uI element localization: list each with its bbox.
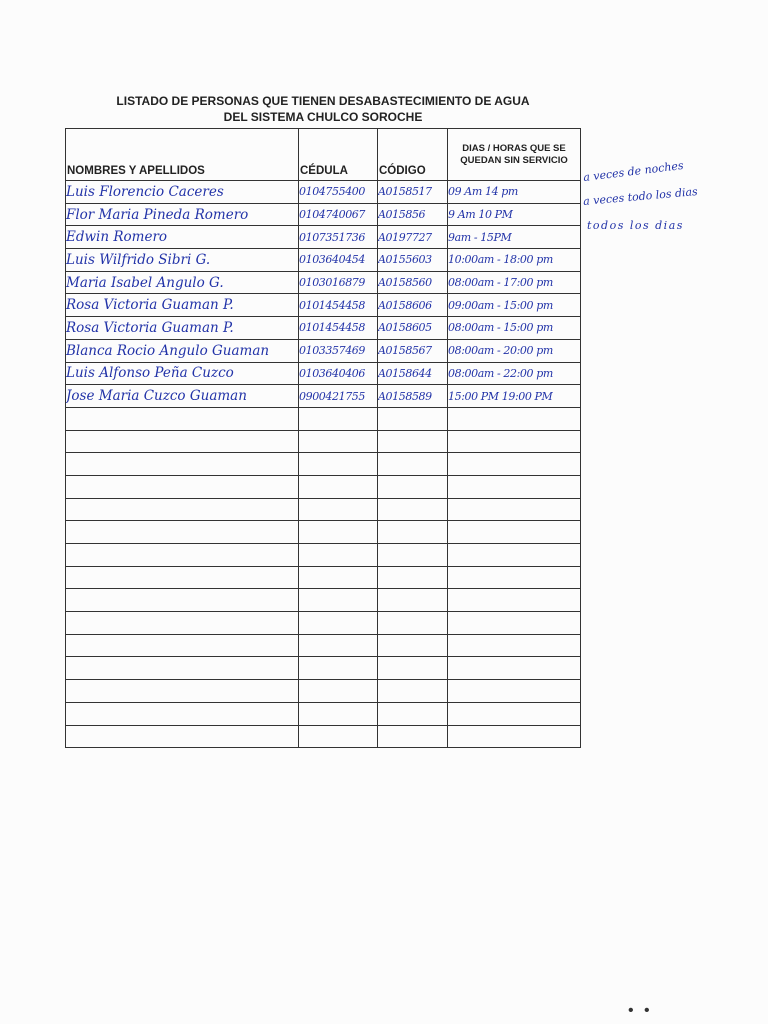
empty-cell [66,566,299,589]
cell-hours: 10:00am - 18:00 pm [448,249,581,272]
cell-name: Flor Maria Pineda Romero [66,203,299,226]
cell-hours: 09 Am 14 pm [448,181,581,204]
cell-id: 0103640454 [299,249,378,272]
cell-id: 0103357469 [299,339,378,362]
empty-cell [66,725,299,748]
empty-cell [299,589,378,612]
empty-row [66,498,581,521]
cell-hours: 15:00 PM 19:00 PM [448,385,581,408]
empty-cell [448,544,581,567]
cell-name: Jose Maria Cuzco Guaman [66,385,299,408]
empty-cell [299,407,378,430]
cell-code: A0158644 [378,362,448,385]
cell-name: Rosa Victoria Guaman P. [66,294,299,317]
empty-cell [448,498,581,521]
empty-cell [66,498,299,521]
empty-row [66,680,581,703]
empty-cell [299,544,378,567]
empty-cell [448,634,581,657]
empty-cell [448,702,581,725]
cell-id: 0107351736 [299,226,378,249]
side-note-1: a veces de noches [582,158,685,185]
empty-cell [378,680,448,703]
table-row [66,362,581,385]
empty-cell [66,407,299,430]
empty-row [66,566,581,589]
empty-cell [378,521,448,544]
empty-cell [66,657,299,680]
empty-cell [299,612,378,635]
empty-cell [299,453,378,476]
cell-id: 0104740067 [299,203,378,226]
empty-cell [378,634,448,657]
empty-cell [378,475,448,498]
cell-code: A0158517 [378,181,448,204]
header-hours [448,129,581,181]
cell-id: 0103640406 [299,362,378,385]
header-hours-line-2: QUEDAN SIN SERVICIO [460,154,568,166]
empty-cell [378,544,448,567]
empty-row [66,453,581,476]
empty-cell [378,430,448,453]
empty-row [66,475,581,498]
cell-code: A015856 [378,203,448,226]
empty-row [66,657,581,680]
empty-cell [66,680,299,703]
table-row [66,249,581,272]
title-line-1: LISTADO DE PERSONAS QUE TIENEN DESABASTECIMIENTO DE AGUA [116,94,530,108]
empty-cell [378,498,448,521]
cell-code: A0158589 [378,385,448,408]
empty-cell [378,702,448,725]
table-row [66,339,581,362]
empty-cell [299,634,378,657]
empty-cell [299,702,378,725]
empty-cell [448,475,581,498]
cell-code: A0158560 [378,271,448,294]
empty-cell [66,453,299,476]
cell-id: 0103016879 [299,271,378,294]
empty-cell [299,680,378,703]
empty-row [66,430,581,453]
cell-id: 0101454458 [299,317,378,340]
cell-code: A0158605 [378,317,448,340]
empty-cell [448,725,581,748]
cell-hours: 08:00am - 20:00 pm [448,339,581,362]
cell-name: Luis Florencio Caceres [66,181,299,204]
table-row [66,294,581,317]
empty-cell [448,430,581,453]
empty-cell [378,407,448,430]
table-body [66,181,581,748]
table-row [66,203,581,226]
empty-cell [299,430,378,453]
cell-name: Rosa Victoria Guaman P. [66,317,299,340]
empty-cell [448,589,581,612]
cell-name: Edwin Romero [66,226,299,249]
empty-cell [299,725,378,748]
cell-id: 0101454458 [299,294,378,317]
header-hours-line-1: DIAS / HORAS QUE SE [462,142,566,154]
water-shortage-table [65,128,581,748]
empty-cell [448,657,581,680]
cell-hours: 9 Am 10 PM [448,203,581,226]
empty-cell [299,566,378,589]
footer-marks: • • [628,1002,653,1019]
cell-code: A0155603 [378,249,448,272]
table-row [66,385,581,408]
empty-cell [66,612,299,635]
cell-hours: 09:00am - 15:00 pm [448,294,581,317]
table-header-row [66,129,581,181]
empty-cell [66,589,299,612]
empty-row [66,521,581,544]
empty-cell [448,407,581,430]
empty-row [66,407,581,430]
empty-row [66,725,581,748]
cell-hours: 9am - 15PM [448,226,581,249]
cell-hours: 08:00am - 15:00 pm [448,317,581,340]
empty-cell [378,566,448,589]
empty-cell [66,544,299,567]
empty-cell [448,521,581,544]
cell-name: Luis Wilfrido Sibri G. [66,249,299,272]
empty-row [66,634,581,657]
cell-code: A0158567 [378,339,448,362]
empty-row [66,544,581,567]
cell-code: A0158606 [378,294,448,317]
empty-cell [378,612,448,635]
empty-cell [448,680,581,703]
table-row [66,317,581,340]
header-id: CÉDULA [299,129,378,181]
side-note-3: todos los dias [587,219,684,232]
cell-name: Blanca Rocio Angulo Guaman [66,339,299,362]
empty-cell [378,453,448,476]
cell-name: Maria Isabel Angulo G. [66,271,299,294]
empty-row [66,702,581,725]
side-note-2: a veces todo los dias [582,185,699,208]
empty-cell [448,453,581,476]
empty-row [66,612,581,635]
empty-cell [66,702,299,725]
empty-cell [66,430,299,453]
table-row [66,181,581,204]
empty-row [66,589,581,612]
empty-cell [66,634,299,657]
empty-cell [378,657,448,680]
cell-hours: 08:00am - 22:00 pm [448,362,581,385]
document-title [66,93,580,125]
header-name: NOMBRES Y APELLIDOS [66,129,299,181]
empty-cell [299,521,378,544]
empty-cell [299,475,378,498]
cell-code: A0197727 [378,226,448,249]
empty-cell [378,589,448,612]
cell-id: 0104755400 [299,181,378,204]
empty-cell [299,498,378,521]
cell-name: Luis Alfonso Peña Cuzco [66,362,299,385]
title-line-2: DEL SISTEMA CHULCO SOROCHE [223,110,423,124]
empty-cell [66,475,299,498]
table-row [66,271,581,294]
empty-cell [66,521,299,544]
table-row [66,226,581,249]
empty-cell [299,657,378,680]
empty-cell [448,566,581,589]
cell-hours: 08:00am - 17:00 pm [448,271,581,294]
empty-cell [448,612,581,635]
header-code: CÓDIGO [378,129,448,181]
cell-id: 0900421755 [299,385,378,408]
empty-cell [378,725,448,748]
